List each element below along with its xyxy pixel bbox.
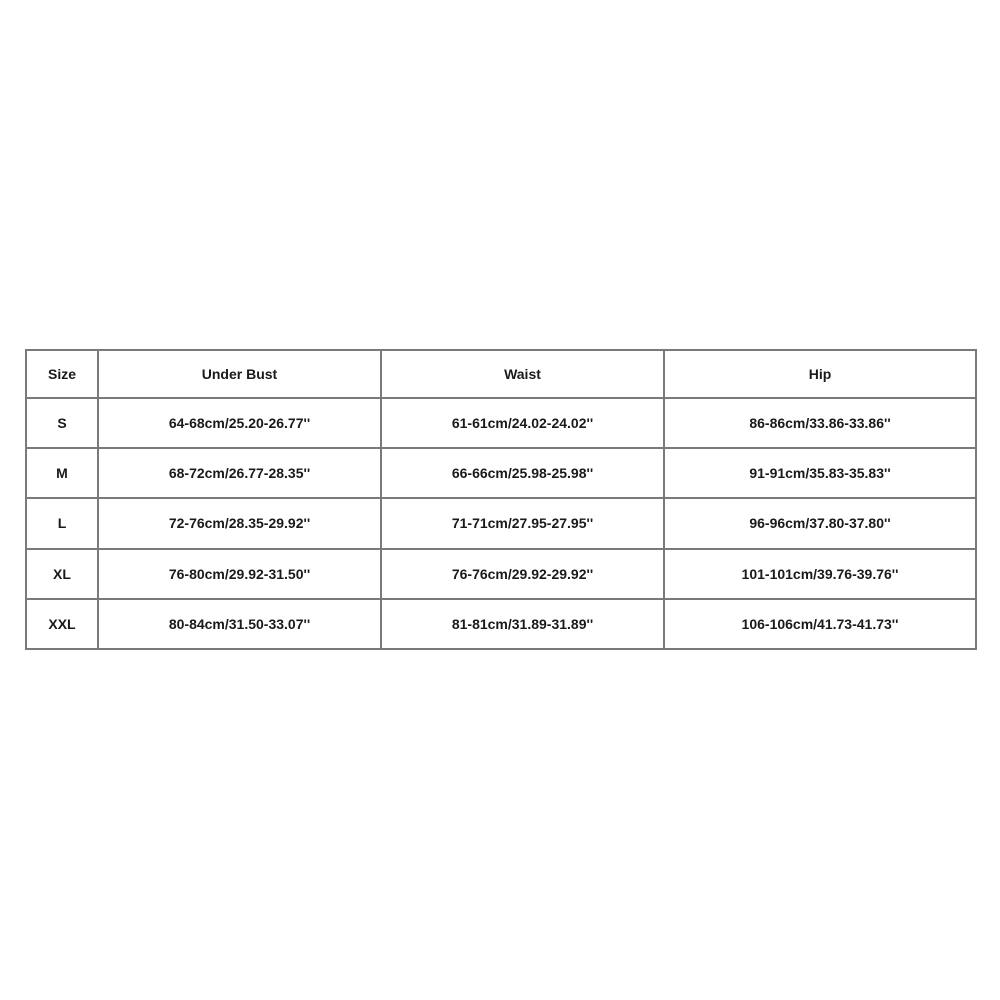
size-cell: L xyxy=(26,498,98,548)
waist-cell: 76-76cm/29.92-29.92'' xyxy=(381,549,664,599)
size-cell: XXL xyxy=(26,599,98,649)
size-cell: XL xyxy=(26,549,98,599)
size-cell: S xyxy=(26,398,98,448)
hip-cell: 86-86cm/33.86-33.86'' xyxy=(664,398,976,448)
header-under-bust: Under Bust xyxy=(98,350,381,398)
under-bust-cell: 80-84cm/31.50-33.07'' xyxy=(98,599,381,649)
hip-cell: 101-101cm/39.76-39.76'' xyxy=(664,549,976,599)
under-bust-cell: 68-72cm/26.77-28.35'' xyxy=(98,448,381,498)
table-row xyxy=(26,398,976,448)
waist-cell: 66-66cm/25.98-25.98'' xyxy=(381,448,664,498)
waist-cell: 71-71cm/27.95-27.95'' xyxy=(381,498,664,548)
table-row xyxy=(26,498,976,548)
header-size: Size xyxy=(26,350,98,398)
under-bust-cell: 76-80cm/29.92-31.50'' xyxy=(98,549,381,599)
waist-cell: 61-61cm/24.02-24.02'' xyxy=(381,398,664,448)
table-row xyxy=(26,549,976,599)
table-row xyxy=(26,599,976,649)
under-bust-cell: 72-76cm/28.35-29.92'' xyxy=(98,498,381,548)
table-header-row xyxy=(26,350,976,398)
waist-cell: 81-81cm/31.89-31.89'' xyxy=(381,599,664,649)
hip-cell: 91-91cm/35.83-35.83'' xyxy=(664,448,976,498)
under-bust-cell: 64-68cm/25.20-26.77'' xyxy=(98,398,381,448)
hip-cell: 106-106cm/41.73-41.73'' xyxy=(664,599,976,649)
header-hip: Hip xyxy=(664,350,976,398)
size-cell: M xyxy=(26,448,98,498)
hip-cell: 96-96cm/37.80-37.80'' xyxy=(664,498,976,548)
size-chart-table xyxy=(25,349,977,650)
header-waist: Waist xyxy=(381,350,664,398)
table-row xyxy=(26,448,976,498)
